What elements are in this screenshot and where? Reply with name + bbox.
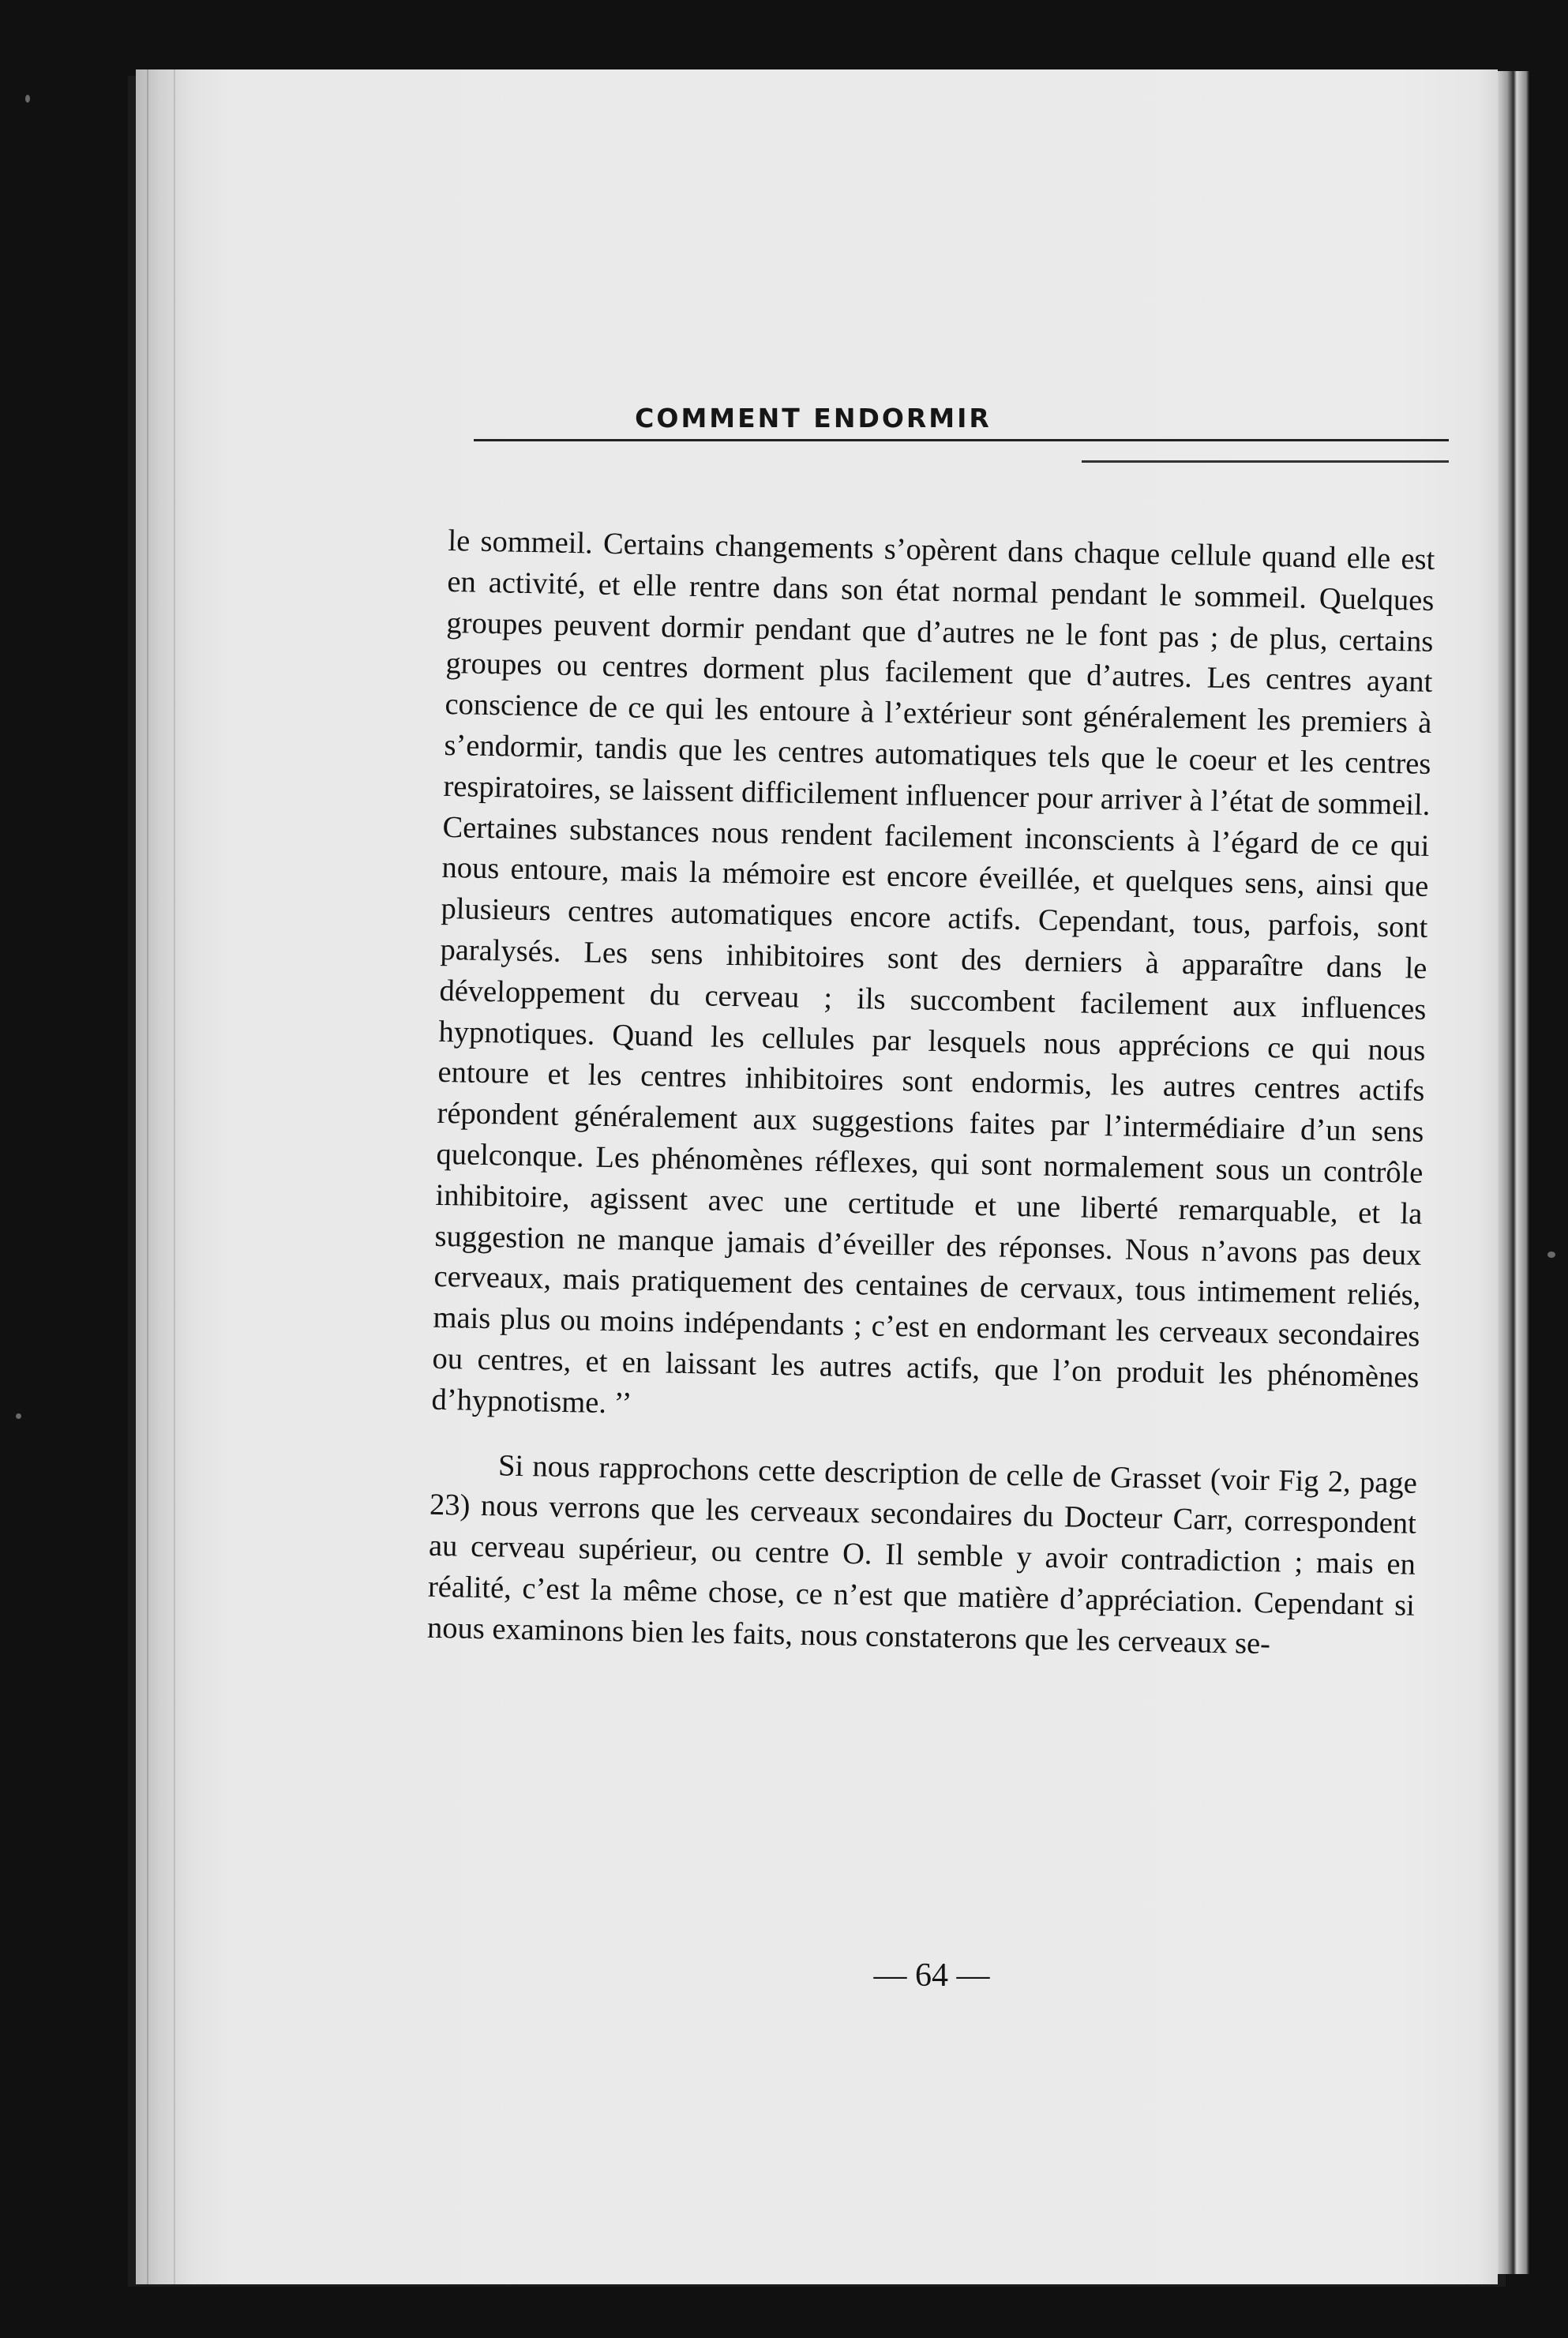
running-head: COMMENT ENDORMIR (635, 403, 992, 433)
header-rule-secondary (1082, 460, 1449, 463)
scan-speck (16, 1413, 21, 1419)
scan-speck (25, 95, 30, 103)
paragraph: Si nous rapprochons cette description de celle de Grasset (voir Fig 2, page 23) nous verrons que les cerveaux secondaires du Docteur Carr, correspondent au cerveau supérieur, ou centre O. Il semble y avoir contradiction ; mais en réalité, c’est la même chose, ce n’est que matière d’appréciation. Cependant si nous examinons bien les faits, nous constaterons que les cerveaux se- (426, 1448, 1418, 1661)
page-number: — 64 — (873, 1957, 990, 1994)
page-edge (1498, 71, 1529, 2274)
header-rule (474, 439, 1449, 441)
scan-speck (1547, 1252, 1555, 1258)
gutter-line (147, 69, 148, 2284)
paragraph: le sommeil. Certains changements s’opèrent dans chaque cellule quand elle est en activité, et elle rentre dans son état normal pendant le sommeil. Quelques groupes peuvent dormir pendant que d’autres ne le font pas ; de plus, certains groupes ou centres dorment plus facilement que d’autres. Les centres ayant conscience de ce qui les entoure à l’extérieur sont généralement les premiers à s’endormir, tandis que les centres automatiques tels que le coeur et les centres respiratoires, se laissent difficilement influencer pour arriver à l’état de sommeil. Certaines substances nous rendent facilement inconscients à l’égard de ce qui nous entoure, mais la mémoire est encore éveillée, et quelques sens, ainsi que plusieurs centres automatiques encore actifs. Cependant, tous, parfois, sont paralysés. Les sens inhibitoires sont des derniers à apparaître dans le développement du cerveau ; ils succombent facilement aux influences hypnotiques. Quand les cellules par lesquels nous apprécions ce qui nous entoure et les centres inhibitoires sont endormis, les autres centres actifs répondent généralement aux suggestions faites par l’intermédiaire d’un sens quelconque. Les phénomènes réflexes, qui sont normalement sous un contrôle inhibitoire, agissent avec une certitude et une liberté remarquable, et la suggestion ne manque jamais d’éveiller des réponses. Nous n’avons pas deux cerveaux, mais pratiquement des centaines de cervaux, tous intimement reliés, mais plus ou moins indépendants ; c’est en endormant les cerveaux secondaires ou centres, et en laissant les autres actifs, que l’on produit les phénomènes d’hypnotisme. ’’ (431, 524, 1435, 1420)
gutter-line (174, 69, 175, 2284)
body-text (427, 521, 1435, 1668)
